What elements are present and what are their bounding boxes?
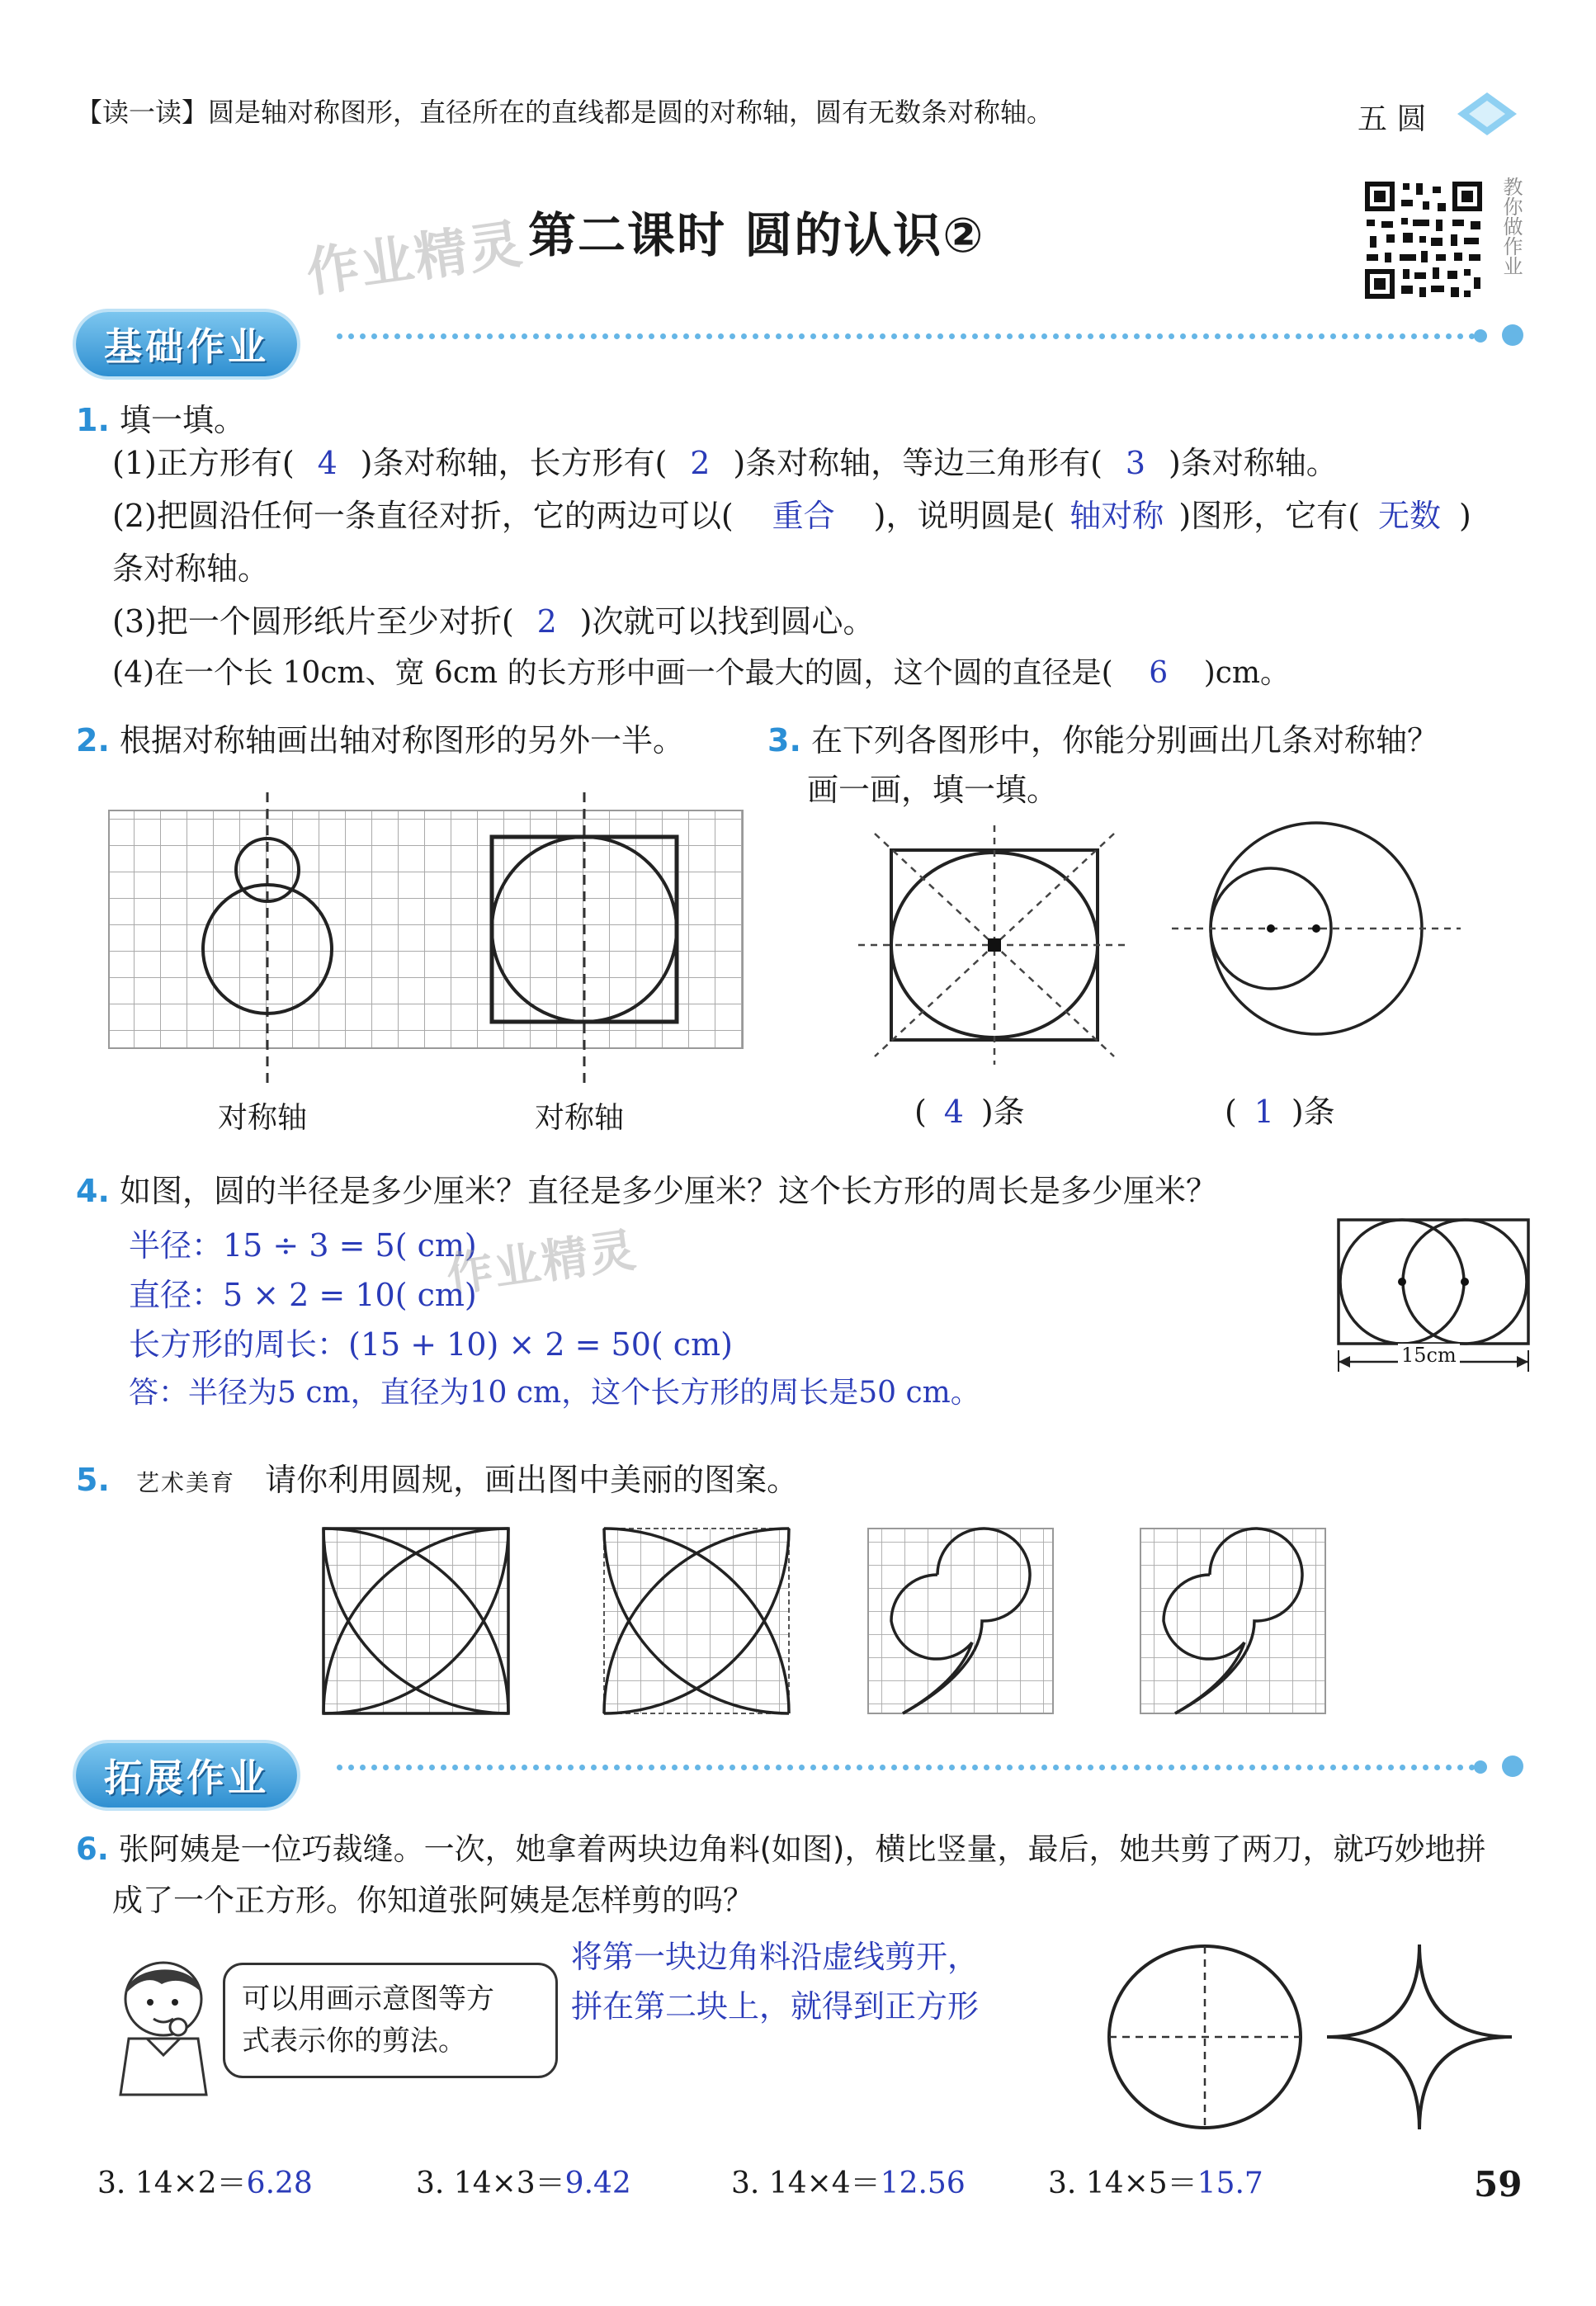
q6-answer-2: 拼在第二块上，就得到正方形: [571, 1988, 980, 2025]
q3-answer-2-line: [1225, 1094, 1335, 1130]
watermark: 作业精灵: [302, 213, 527, 305]
q1-p1-text-c: )条对称轴，等边三角形有(: [733, 445, 1103, 481]
q5-tag: 艺术美育: [135, 1469, 235, 1496]
bubble-line-2: 式表示你的剪法。: [242, 2025, 466, 2058]
section-basic-banner: 基础作业: [76, 312, 297, 376]
q1-p1-answer-3: 3: [1125, 445, 1146, 481]
calc-3-answer: 12.56: [880, 2167, 966, 2200]
diamond-icon: [1454, 89, 1520, 139]
pattern-2: [604, 1529, 789, 1713]
q1-p1-answer-2: 2: [690, 445, 711, 481]
q4-line-4: 答：半径为5 cm，直径为10 cm，这个长方形的周长是50 cm。: [129, 1376, 980, 1410]
calc-1-expr: 3. 14×2＝: [97, 2167, 247, 2200]
pattern-1: [323, 1529, 508, 1713]
watermark-2: 作业精灵: [443, 1223, 641, 1303]
q1-p2-text-d: ): [1458, 498, 1471, 534]
q6-number: 6.: [76, 1831, 109, 1867]
q4-rectangle: [1339, 1220, 1528, 1344]
q1-number: 1.: [76, 402, 110, 438]
speech-bubble: [223, 1963, 558, 2078]
unit-tiao: )条: [1291, 1094, 1335, 1130]
calc-4-answer: 15.7: [1197, 2167, 1263, 2200]
q3-number: 3.: [767, 722, 801, 758]
q1-p3-text-b: )次就可以找到圆心。: [579, 603, 875, 640]
center-dot: [988, 938, 1001, 952]
q6-heading: [76, 1824, 1485, 1869]
footer-calc-1: [97, 2169, 313, 2199]
calc-1-answer: 6.28: [246, 2167, 313, 2200]
q3-figure-2: [1164, 813, 1469, 1077]
bubble-line-1: 可以用画示意图等方: [242, 1982, 494, 2015]
q4-line-2: 直径：5 × 2 = 10( cm): [129, 1277, 477, 1313]
q4-number: 4.: [76, 1173, 110, 1209]
page-title: 第二课时 圆的认识②: [528, 207, 985, 263]
rule-end-dot: [1474, 329, 1487, 343]
q1-part2-cont: 条对称轴。: [112, 551, 270, 587]
q1-p1-text-a: (1)正方形有(: [112, 445, 295, 481]
q1-p2-text-a: (2)把圆沿任何一条直径对折，它的两边可以(: [112, 498, 734, 534]
q1-p4-text-b: )cm。: [1203, 656, 1291, 690]
paren-open: (: [1225, 1094, 1237, 1130]
scrap-star: [1327, 1945, 1512, 2129]
q1-p2-text-b: )，说明圆是(: [873, 498, 1055, 534]
calc-3-expr: 3. 14×4＝: [731, 2167, 881, 2200]
footer-calc-4: [1048, 2169, 1263, 2199]
rule-end-dot-2: [1474, 1760, 1487, 1774]
q4-dimension: 15cm: [1398, 1344, 1460, 1367]
q2-grid: [109, 810, 743, 1048]
footer-calc-3: [731, 2169, 966, 2199]
q1-part2: [112, 500, 1471, 532]
section-extend-banner: 拓展作业: [76, 1743, 297, 1807]
q2-grid-figure: [107, 792, 751, 1089]
q5-patterns: [314, 1519, 1337, 1733]
q6-title: 张阿姨是一位巧裁缝。一次，她拿着两块边角料(如图)，横比竖量，最后，她共剪了两刀，就巧妙地拼: [118, 1831, 1486, 1867]
rule-end-ball: [1502, 324, 1523, 346]
q1-part1: [112, 447, 1338, 479]
q1-p2-answer-1: 重合: [772, 498, 835, 534]
q2-number: 2.: [76, 722, 110, 758]
pattern-3: [868, 1529, 1053, 1713]
q1-p1-answer-1: 4: [317, 445, 338, 481]
q5-number: 5.: [76, 1462, 110, 1498]
student-illustration: [104, 1948, 228, 2096]
q1-part4: [112, 656, 1291, 690]
q1-p3-text-a: (3)把一个圆形纸片至少对折(: [112, 603, 514, 640]
unit-tiao: )条: [980, 1094, 1025, 1130]
axis-label-2: 对称轴: [535, 1101, 625, 1135]
q1-p4-answer: 6: [1149, 656, 1169, 690]
page-number: 59: [1474, 2164, 1523, 2204]
q2-heading: [76, 715, 684, 760]
q4-line-3: 长方形的周长：(15 + 10) × 2 = 50( cm): [129, 1326, 733, 1363]
unit-label: 五 圆: [1358, 102, 1427, 136]
q6-title-2: 成了一个正方形。你知道张阿姨是怎样剪的吗？: [112, 1883, 753, 1918]
qr-side-text: 教你做作业: [1499, 177, 1523, 276]
q4-heading: [76, 1165, 1217, 1211]
q6-figure: [1106, 1940, 1535, 2138]
q3-title-2: 画一画，填一填。: [807, 772, 1059, 808]
calc-2-answer: 9.42: [564, 2167, 631, 2200]
q5-title: 请你利用圆规，画出图中美丽的图案。: [265, 1462, 799, 1498]
q3-figure-1: [858, 825, 1131, 1065]
q1-part3: [112, 603, 875, 640]
axis-label-1: 对称轴: [218, 1101, 308, 1135]
q3-title: 在下列各图形中，你能分别画出几条对称轴？: [810, 722, 1438, 758]
rule-end-ball-2: [1502, 1755, 1523, 1777]
qr-code: [1362, 178, 1485, 302]
q6-answer-1: 将第一块边角料沿虚线剪开，: [571, 1939, 980, 1975]
calc-2-expr: 3. 14×3＝: [416, 2167, 565, 2200]
dotted-rule: [337, 333, 1476, 339]
q1-p4-text-a: (4)在一个长 10cm、宽 6cm 的长方形中画一个最大的圆，这个圆的直径是(: [112, 656, 1113, 690]
q1-p1-text-d: )条对称轴。: [1168, 445, 1338, 481]
q1-p2-text-c: )图形，它有(: [1178, 498, 1360, 534]
q5-heading: [76, 1454, 798, 1500]
q1-p1-text-b: )条对称轴，长方形有(: [360, 445, 668, 481]
q2-title: 根据对称轴画出轴对称图形的另外一半。: [119, 722, 684, 758]
q4-line-1: 半径：15 ÷ 3 = 5( cm): [129, 1227, 477, 1264]
q3-answer-2: 1: [1254, 1094, 1274, 1130]
q3-answer-1-line: [914, 1094, 1025, 1130]
q1-heading: [76, 395, 245, 440]
reading-tip: 【读一读】圆是轴对称图形，直径所在的直线都是圆的对称轴，圆有无数条对称轴。: [76, 97, 1054, 128]
calc-4-expr: 3. 14×5＝: [1048, 2167, 1197, 2200]
q1-p3-answer: 2: [536, 603, 557, 640]
q4-title: 如图，圆的半径是多少厘米？直径是多少厘米？这个长方形的周长是多少厘米？: [119, 1173, 1217, 1209]
footer-calc-2: [416, 2169, 631, 2199]
q1-p2-answer-3: 无数: [1377, 498, 1441, 534]
q3-answer-1: 4: [943, 1094, 964, 1130]
pattern-4: [1140, 1529, 1325, 1713]
q1-p2-answer-2: 轴对称: [1070, 498, 1164, 534]
q1-title: 填一填。: [119, 402, 245, 438]
dotted-rule-2: [337, 1765, 1476, 1770]
q3-heading: [767, 715, 1438, 760]
paren-open: (: [914, 1094, 927, 1130]
